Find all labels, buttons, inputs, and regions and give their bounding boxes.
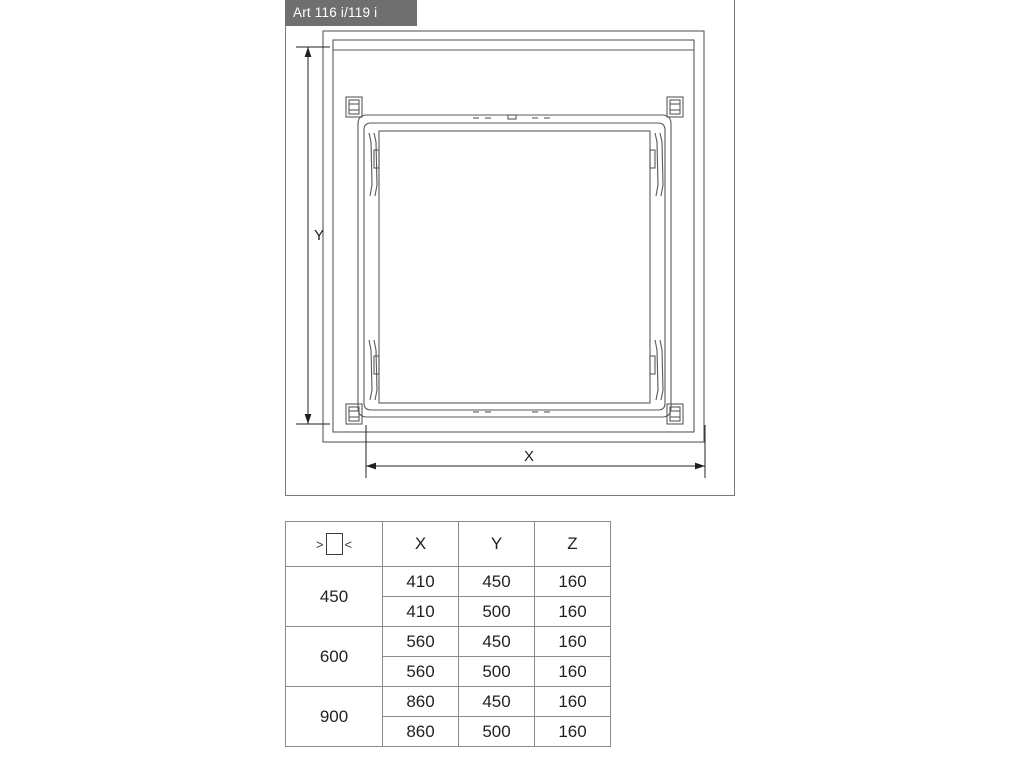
cell-x: 860 (383, 717, 459, 747)
specification-table (285, 521, 611, 747)
cell-z: 160 (535, 567, 611, 597)
box-shape-icon (326, 533, 343, 555)
width-value: 450 (286, 567, 383, 627)
cell-x: 860 (383, 687, 459, 717)
width-value: 600 (286, 627, 383, 687)
header-width-icon-cell (286, 522, 383, 567)
table-row (286, 687, 611, 717)
cell-z: 160 (535, 717, 611, 747)
cell-y: 500 (459, 597, 535, 627)
header-x: X (383, 522, 459, 567)
width-icon (316, 533, 352, 555)
cell-y: 450 (459, 567, 535, 597)
technical-drawing (286, 0, 736, 496)
cell-z: 160 (535, 657, 611, 687)
technical-drawing-panel (285, 0, 735, 496)
table-row (286, 627, 611, 657)
cell-x: 410 (383, 597, 459, 627)
panel-title: Art 116 i/119 i (285, 0, 417, 26)
cell-y: 500 (459, 717, 535, 747)
dimension-label-x: X (523, 448, 535, 465)
arrow-right-icon: > (315, 536, 324, 552)
cell-z: 160 (535, 597, 611, 627)
cell-x: 560 (383, 657, 459, 687)
cell-y: 500 (459, 657, 535, 687)
cell-x: 410 (383, 567, 459, 597)
dimension-label-y: Y (314, 227, 325, 244)
header-y: Y (459, 522, 535, 567)
cell-y: 450 (459, 627, 535, 657)
cell-y: 450 (459, 687, 535, 717)
cell-x: 560 (383, 627, 459, 657)
width-value: 900 (286, 687, 383, 747)
table-row (286, 567, 611, 597)
header-z: Z (535, 522, 611, 567)
cell-z: 160 (535, 687, 611, 717)
arrow-left-icon: < (344, 536, 353, 552)
cell-z: 160 (535, 627, 611, 657)
table-header-row (286, 522, 611, 567)
